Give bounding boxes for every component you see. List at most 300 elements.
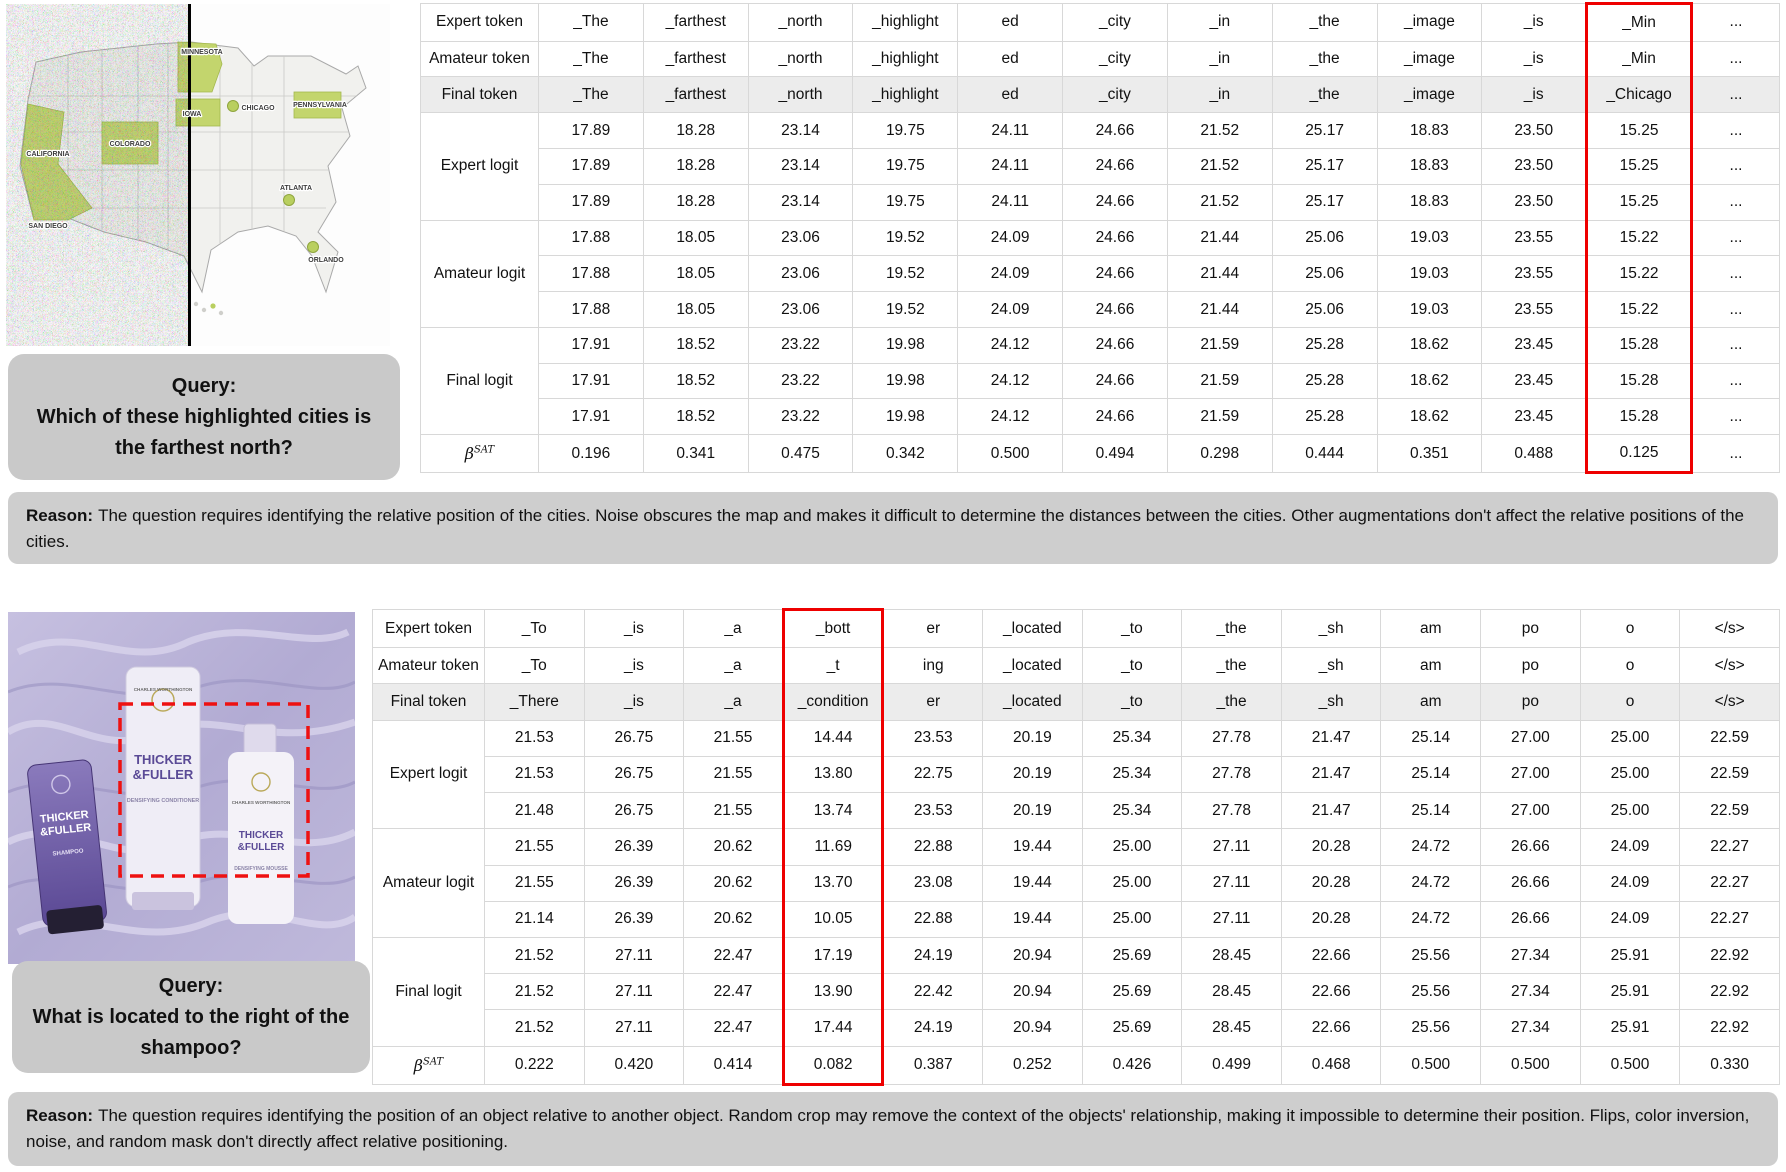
logit-cell: 24.09 [1580, 829, 1680, 865]
token-cell: _the [1182, 648, 1282, 684]
beta-value-cell: 0.196 [539, 435, 644, 473]
logit-table [372, 608, 1780, 1086]
logit-cell: 24.09 [1580, 901, 1680, 937]
token-cell: _The [539, 77, 644, 113]
logit-cell: 24.72 [1381, 865, 1481, 901]
logit-cell: 13.70 [783, 865, 883, 901]
logit-cell: 26.39 [584, 865, 684, 901]
logit-cell: 25.14 [1381, 720, 1481, 756]
logit-cell: 19.52 [853, 292, 958, 328]
reason-box-shampoo [8, 1092, 1778, 1166]
logit-cell: 23.55 [1482, 256, 1587, 292]
token-cell: _sh [1281, 610, 1381, 648]
token-cell: _To [485, 610, 585, 648]
logit-cell: 19.75 [853, 149, 958, 185]
logit-cell: 17.19 [783, 938, 883, 974]
row-label: Final token [421, 77, 539, 113]
beta-value-cell: 0.488 [1482, 435, 1587, 473]
conditioner-line2: &FULLER [132, 767, 194, 782]
logit-cell: 15.25 [1587, 113, 1692, 149]
logit-cell: 19.98 [853, 327, 958, 363]
logit-cell: 24.12 [958, 327, 1063, 363]
query-title: Query: [171, 374, 237, 397]
shampoo-brand-line1: THICKER [39, 808, 90, 826]
token-cell: </s> [1680, 648, 1780, 684]
logit-cell: 18.05 [643, 256, 748, 292]
label-iowa: IOWA [182, 111, 202, 118]
logit-cell: 22.59 [1680, 793, 1780, 829]
beta-value-cell: 0.475 [748, 435, 853, 473]
logit-cell: 22.92 [1680, 938, 1780, 974]
logit-cell: 22.66 [1281, 1010, 1381, 1046]
token-cell: _to [1082, 684, 1182, 720]
row-label: Expert token [373, 610, 485, 648]
logit-cell: 17.89 [539, 113, 644, 149]
logit-cell: 24.12 [958, 399, 1063, 435]
logit-cell: 17.88 [539, 220, 644, 256]
logit-cell: 24.19 [883, 1010, 983, 1046]
logit-cell: 25.34 [1082, 756, 1182, 792]
logit-row [373, 1010, 1780, 1046]
logit-cell: 21.48 [485, 793, 585, 829]
token-cell: _Min [1587, 4, 1692, 42]
logit-cell: 20.94 [983, 938, 1083, 974]
row-label: Final logit [373, 938, 485, 1047]
beta-value-cell: 0.500 [958, 435, 1063, 473]
beta-row-label: $\beta^{SAT}$ [421, 435, 539, 473]
us-map-image [6, 4, 390, 346]
logit-cell: 25.17 [1272, 149, 1377, 185]
token-cell: </s> [1680, 684, 1780, 720]
logit-cell: 28.45 [1182, 1010, 1282, 1046]
row-label: Amateur token [421, 41, 539, 77]
logit-cell: 28.45 [1182, 974, 1282, 1010]
beta-value-cell: 0.222 [485, 1046, 585, 1084]
logit-cell: 18.83 [1377, 113, 1482, 149]
logit-row [373, 756, 1780, 792]
reason-text: The question requires identifying the position of an object relative to another object. Random crop may remove the context of the objects' relationship, making it impossible to determine their position. Flips, color inversion, noise, and random mask don't directly affect relative positioning. [26, 1106, 1750, 1151]
logit-cell: 24.19 [883, 938, 983, 974]
logit-cell: 20.62 [684, 901, 784, 937]
reason-label: Reason: [26, 1106, 94, 1125]
logit-cell: 26.75 [584, 756, 684, 792]
logit-cell: 23.14 [748, 149, 853, 185]
token-cell: ed [958, 77, 1063, 113]
logit-cell: 15.28 [1587, 363, 1692, 399]
token-cell: o [1580, 610, 1680, 648]
logit-cell: 25.56 [1381, 938, 1481, 974]
token-cell: _is [1482, 4, 1587, 42]
token-cell: ... [1692, 4, 1780, 42]
row-label: Final logit [421, 327, 539, 434]
final-token-row [373, 684, 1780, 720]
logit-cell: 27.11 [584, 938, 684, 974]
token-cell: _The [539, 41, 644, 77]
beta-row [373, 1046, 1780, 1084]
token-cell: _city [1063, 41, 1168, 77]
token-cell: _is [584, 648, 684, 684]
logit-cell: 21.47 [1281, 793, 1381, 829]
logit-cell: 19.03 [1377, 256, 1482, 292]
logit-cell: 20.19 [983, 756, 1083, 792]
mousse-line2: &FULLER [237, 842, 285, 853]
token-cell: _farthest [643, 77, 748, 113]
token-cell: _in [1167, 4, 1272, 42]
logit-cell: 13.80 [783, 756, 883, 792]
logit-row [373, 865, 1780, 901]
logit-cell: 22.27 [1680, 865, 1780, 901]
logit-cell: 26.75 [584, 793, 684, 829]
hawaii-island [210, 303, 215, 308]
logit-cell: 25.34 [1082, 720, 1182, 756]
logit-cell: 21.52 [485, 1010, 585, 1046]
row-label: Expert token [421, 4, 539, 42]
logit-cell: 18.28 [643, 184, 748, 220]
beta-value-cell: 0.500 [1381, 1046, 1481, 1084]
logit-cell: 21.59 [1167, 363, 1272, 399]
token-row [373, 610, 1780, 648]
orlando-marker [308, 242, 319, 253]
logit-cell: 25.00 [1580, 720, 1680, 756]
logit-cell: 25.00 [1082, 865, 1182, 901]
logit-row [373, 793, 1780, 829]
row-label: Expert logit [421, 113, 539, 220]
logit-cell: 17.88 [539, 256, 644, 292]
logit-cell: 24.09 [958, 220, 1063, 256]
logit-cell: ... [1692, 292, 1780, 328]
logit-cell: 20.62 [684, 829, 784, 865]
logit-cell: 23.22 [748, 327, 853, 363]
beta-value-cell: 0.252 [983, 1046, 1083, 1084]
logit-cell: 22.27 [1680, 901, 1780, 937]
logit-cell: 10.05 [783, 901, 883, 937]
logit-cell: 23.45 [1482, 327, 1587, 363]
token-cell: er [883, 610, 983, 648]
logit-cell: ... [1692, 327, 1780, 363]
label-colorado: COLORADO [109, 141, 151, 148]
logit-cell: 21.55 [485, 865, 585, 901]
row-label: Amateur logit [373, 829, 485, 938]
query-box-shampoo [12, 961, 370, 1073]
logit-cell: 25.69 [1082, 938, 1182, 974]
logit-cell: 14.44 [783, 720, 883, 756]
logit-row [421, 220, 1780, 256]
logit-cell: 25.17 [1272, 113, 1377, 149]
token-cell: _highlight [853, 41, 958, 77]
token-cell: _in [1167, 77, 1272, 113]
logit-cell: 24.72 [1381, 829, 1481, 865]
logit-cell: 22.66 [1281, 974, 1381, 1010]
logit-cell: 24.66 [1063, 113, 1168, 149]
logit-cell: 25.06 [1272, 292, 1377, 328]
beta-value-cell: 0.444 [1272, 435, 1377, 473]
beta-value-cell: 0.414 [684, 1046, 784, 1084]
logit-cell: 15.22 [1587, 292, 1692, 328]
logit-cell: 24.66 [1063, 399, 1168, 435]
logit-cell: 26.66 [1481, 901, 1581, 937]
token-row [373, 648, 1780, 684]
logit-cell: 19.44 [983, 829, 1083, 865]
logit-cell: 21.55 [684, 793, 784, 829]
token-cell: _highlight [853, 77, 958, 113]
logit-cell: 18.62 [1377, 327, 1482, 363]
token-cell: _highlight [853, 4, 958, 42]
logit-cell: 15.25 [1587, 149, 1692, 185]
logit-cell: 24.09 [1580, 865, 1680, 901]
logit-cell: 24.66 [1063, 292, 1168, 328]
token-cell: er [883, 684, 983, 720]
logit-cell: 19.98 [853, 399, 958, 435]
logit-row [421, 292, 1780, 328]
logit-row [373, 974, 1780, 1010]
conditioner-cap [132, 892, 194, 910]
logit-cell: 11.69 [783, 829, 883, 865]
beta-row-label: $\beta^{SAT}$ [373, 1046, 485, 1084]
label-pennsylvania: PENNSYLVANIA [293, 102, 347, 109]
logit-cell: 20.28 [1281, 865, 1381, 901]
logit-cell: ... [1692, 184, 1780, 220]
token-cell: am [1381, 610, 1481, 648]
logit-cell: 13.74 [783, 793, 883, 829]
logit-cell: 21.53 [485, 756, 585, 792]
label-san-diego: SAN DIEGO [28, 223, 68, 230]
logit-table-shampoo [372, 608, 1780, 1086]
logit-cell: 22.27 [1680, 829, 1780, 865]
shampoo-brand-line2: &FULLER [39, 821, 92, 839]
logit-cell: 25.91 [1580, 974, 1680, 1010]
conditioner-brand-name: CHARLES WORTHINGTON [133, 687, 193, 692]
logit-cell: 18.52 [643, 399, 748, 435]
beta-value-cell: 0.125 [1587, 435, 1692, 473]
logit-cell: 20.94 [983, 974, 1083, 1010]
token-cell: _located [983, 684, 1083, 720]
logit-cell: 18.83 [1377, 184, 1482, 220]
logit-cell: 27.00 [1481, 720, 1581, 756]
beta-value-cell: 0.082 [783, 1046, 883, 1084]
logit-cell: 22.92 [1680, 974, 1780, 1010]
mousse-bottle [228, 724, 294, 924]
logit-cell: 18.83 [1377, 149, 1482, 185]
hawaii-island [194, 302, 198, 306]
logit-cell: 22.92 [1680, 1010, 1780, 1046]
logit-row [373, 829, 1780, 865]
logit-cell: 20.62 [684, 865, 784, 901]
hawaii-island [219, 311, 223, 315]
reason-box-map [8, 492, 1778, 564]
logit-cell: 17.91 [539, 327, 644, 363]
beta-value-cell: 0.342 [853, 435, 958, 473]
beta-value-cell: 0.420 [584, 1046, 684, 1084]
logit-cell: 21.53 [485, 720, 585, 756]
token-cell: _is [1482, 77, 1587, 113]
logit-cell: 21.47 [1281, 720, 1381, 756]
logit-cell: 19.03 [1377, 220, 1482, 256]
logit-cell: 22.75 [883, 756, 983, 792]
token-cell: _bott [783, 610, 883, 648]
logit-cell: 21.44 [1167, 292, 1272, 328]
token-cell: _located [983, 610, 1083, 648]
logit-cell: 18.52 [643, 363, 748, 399]
logit-cell: 22.59 [1680, 756, 1780, 792]
token-cell: am [1381, 684, 1481, 720]
logit-cell: 25.91 [1580, 938, 1680, 974]
mousse-line1: THICKER [238, 830, 284, 841]
logit-cell: 18.62 [1377, 363, 1482, 399]
logit-row [421, 363, 1780, 399]
token-cell: ... [1692, 41, 1780, 77]
token-cell: ed [958, 4, 1063, 42]
logit-cell: 25.56 [1381, 974, 1481, 1010]
token-cell: _is [584, 610, 684, 648]
logit-cell: 22.42 [883, 974, 983, 1010]
token-row [421, 41, 1780, 77]
logit-cell: 24.11 [958, 184, 1063, 220]
logit-cell: 20.28 [1281, 901, 1381, 937]
logit-cell: 17.88 [539, 292, 644, 328]
logit-cell: 25.28 [1272, 327, 1377, 363]
beta-value-cell: 0.500 [1580, 1046, 1680, 1084]
logit-cell: ... [1692, 256, 1780, 292]
logit-cell: ... [1692, 113, 1780, 149]
token-cell: _farthest [643, 4, 748, 42]
logit-cell: 23.22 [748, 363, 853, 399]
logit-cell: 18.05 [643, 220, 748, 256]
token-cell: _city [1063, 4, 1168, 42]
token-cell: ed [958, 41, 1063, 77]
token-cell: _located [983, 648, 1083, 684]
logit-row [421, 399, 1780, 435]
logit-cell: ... [1692, 399, 1780, 435]
logit-row [373, 901, 1780, 937]
token-cell: ... [1692, 77, 1780, 113]
logit-cell: 22.59 [1680, 720, 1780, 756]
logit-cell: 24.66 [1063, 184, 1168, 220]
logit-row [421, 184, 1780, 220]
logit-cell: 24.66 [1063, 363, 1168, 399]
logit-cell: 23.50 [1482, 113, 1587, 149]
logit-cell: 27.34 [1481, 1010, 1581, 1046]
label-minnesota: MINNESOTA [181, 49, 223, 56]
logit-cell: 15.28 [1587, 327, 1692, 363]
logit-cell: 22.88 [883, 829, 983, 865]
token-cell: _The [539, 4, 644, 42]
token-cell: _the [1272, 4, 1377, 42]
logit-cell: 18.28 [643, 149, 748, 185]
token-cell: _north [748, 4, 853, 42]
token-cell: _image [1377, 41, 1482, 77]
logit-cell: 18.52 [643, 327, 748, 363]
query-text: Which of these highlighted cities is the farthest north? [36, 405, 372, 459]
logit-cell: 21.55 [485, 829, 585, 865]
logit-cell: 25.69 [1082, 1010, 1182, 1046]
query-text: What is located to the right of the shampoo? [32, 1005, 350, 1059]
logit-cell: 26.66 [1481, 829, 1581, 865]
token-cell: _Min [1587, 41, 1692, 77]
token-cell: _a [684, 684, 784, 720]
logit-cell: 18.28 [643, 113, 748, 149]
logit-cell: 23.50 [1482, 184, 1587, 220]
logit-cell: 20.19 [983, 720, 1083, 756]
conditioner-line1: THICKER [134, 752, 192, 767]
logit-cell: 19.52 [853, 256, 958, 292]
shampoo-type-label: SHAMPOO [52, 848, 84, 858]
logit-cell: 25.34 [1082, 793, 1182, 829]
logit-cell: 21.52 [485, 974, 585, 1010]
token-cell: _sh [1281, 684, 1381, 720]
chicago-marker [228, 101, 239, 112]
logit-row [373, 938, 1780, 974]
token-cell: _image [1377, 4, 1482, 42]
logit-cell: 25.28 [1272, 399, 1377, 435]
logit-cell: 25.56 [1381, 1010, 1481, 1046]
token-cell: _city [1063, 77, 1168, 113]
logit-cell: 21.52 [1167, 184, 1272, 220]
row-label: Amateur logit [421, 220, 539, 327]
logit-cell: 18.62 [1377, 399, 1482, 435]
logit-cell: 20.94 [983, 1010, 1083, 1046]
token-row [421, 4, 1780, 42]
logit-cell: 17.89 [539, 184, 644, 220]
logit-cell: 27.78 [1182, 720, 1282, 756]
beta-value-cell: ... [1692, 435, 1780, 473]
atlanta-marker [284, 195, 295, 206]
token-cell: _There [485, 684, 585, 720]
token-cell: o [1580, 648, 1680, 684]
row-label: Amateur token [373, 648, 485, 684]
logit-cell: 15.22 [1587, 220, 1692, 256]
token-cell: _to [1082, 648, 1182, 684]
noise-overlay [6, 4, 189, 346]
logit-cell: 25.28 [1272, 363, 1377, 399]
beta-value-cell: 0.494 [1063, 435, 1168, 473]
shampoo-product-image [8, 612, 355, 964]
token-cell: _the [1182, 684, 1282, 720]
conditioner-type-label: DENSIFYING CONDITIONER [126, 798, 200, 804]
logit-cell: 22.88 [883, 901, 983, 937]
beta-value-cell: 0.499 [1182, 1046, 1282, 1084]
logit-cell: 21.52 [485, 938, 585, 974]
logit-cell: 27.11 [1182, 865, 1282, 901]
logit-cell: 24.12 [958, 363, 1063, 399]
logit-cell: 17.91 [539, 363, 644, 399]
logit-cell: 25.91 [1580, 1010, 1680, 1046]
token-cell: am [1381, 648, 1481, 684]
logit-cell: 19.75 [853, 184, 958, 220]
logit-cell: 22.47 [684, 938, 784, 974]
logit-cell: 26.75 [584, 720, 684, 756]
logit-cell: 22.47 [684, 1010, 784, 1046]
logit-cell: 21.59 [1167, 399, 1272, 435]
label-atlanta: ATLANTA [279, 185, 313, 192]
logit-cell: 15.28 [1587, 399, 1692, 435]
logit-cell: 25.06 [1272, 256, 1377, 292]
label-chicago: CHICAGO [241, 105, 275, 112]
logit-cell: 19.03 [1377, 292, 1482, 328]
logit-cell: 19.52 [853, 220, 958, 256]
logit-cell: 24.11 [958, 149, 1063, 185]
logit-row [421, 256, 1780, 292]
beta-value-cell: 0.500 [1481, 1046, 1581, 1084]
token-cell: o [1580, 684, 1680, 720]
token-cell: _image [1377, 77, 1482, 113]
logit-cell: ... [1692, 363, 1780, 399]
logit-cell: 27.00 [1481, 756, 1581, 792]
logit-cell: 15.25 [1587, 184, 1692, 220]
beta-symbol: β [413, 1055, 424, 1075]
logit-table [420, 2, 1780, 474]
token-cell: _Chicago [1587, 77, 1692, 113]
reason-label: Reason: [26, 506, 94, 525]
